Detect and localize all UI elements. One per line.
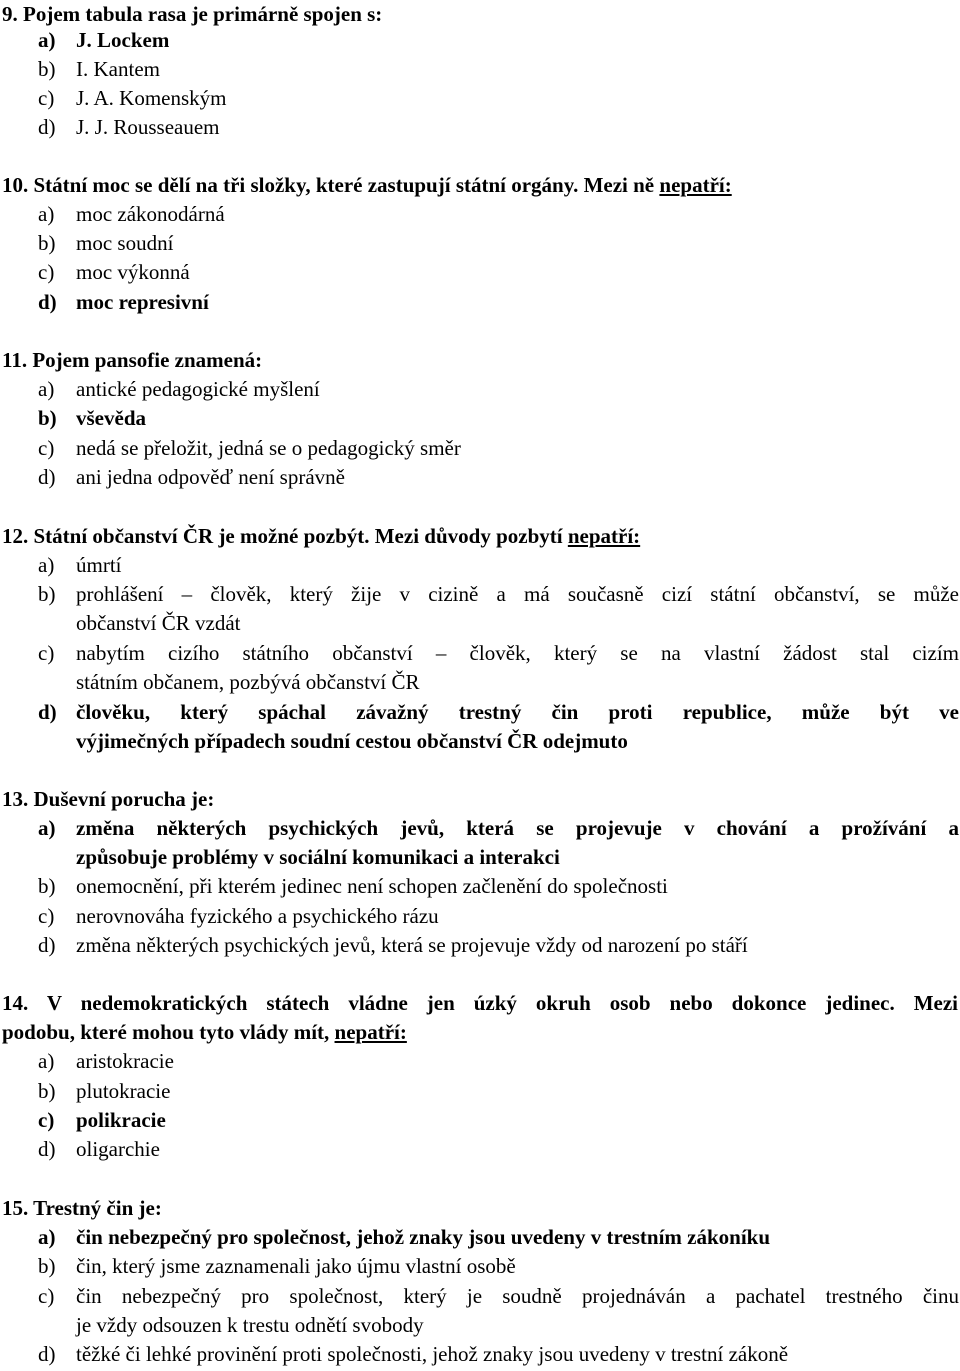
q14-option-b: b) plutokracie (38, 1079, 171, 1103)
q9-option-d: d) J. J. Rousseauem (38, 115, 220, 139)
q12-option-c: c) nabytím cizího státního občanství – člověk, který se na vlastní žádost stal cizím (38, 641, 959, 665)
q15-option-c: c) čin nebezpečný pro společnost, který je soudně projednáván a pachatel trestného činu (38, 1284, 959, 1308)
question-12-stem: 12. Státní občanství ČR je možné pozbýt. Mezi důvody pozbytí nepatří: (2, 524, 641, 548)
q9-option-a: a) J. Lockem (38, 28, 170, 52)
q10-option-a: a) moc zákonodárná (38, 202, 225, 226)
q13-option-d: d) změna některých psychických jevů, která se projevuje vždy od narození po stáří (38, 933, 748, 957)
q10-underlined: nepatří: (659, 173, 732, 197)
question-10-stem: 10. Státní moc se dělí na tři složky, které zastupují státní orgány. Mezi ně nepatří: (2, 173, 732, 197)
q13-option-a-cont: způsobuje problémy v sociální komunikaci a interakci (76, 845, 560, 869)
q11-option-a: a) antické pedagogické myšlení (38, 377, 320, 401)
q14-underlined: nepatří: (334, 1020, 407, 1044)
question-9-stem: 9. Pojem tabula rasa je primárně spojen s: (2, 2, 383, 26)
q15-option-a: a) čin nebezpečný pro společnost, jehož znaky jsou uvedeny v trestním zákoníku (38, 1225, 771, 1249)
q15-option-d: d) těžké či lehké provinění proti společnosti, jehož znaky jsou uvedeny v trestní zákoně (38, 1342, 789, 1366)
q15-option-b: b) čin, který jsme zaznamenali jako újmu vlastní osobě (38, 1254, 516, 1278)
q14-option-a: a) aristokracie (38, 1049, 174, 1073)
q10-option-b: b) moc soudní (38, 231, 174, 255)
q12-option-d: d) člověku, který spáchal závažný trestný čin proti republice, může být ve (38, 700, 959, 724)
q12-option-c-cont: státním občanem, pozbývá občanství ČR (76, 670, 420, 694)
q12-option-b-cont: občanství ČR vzdát (76, 611, 241, 635)
q11-option-b: b) vševěda (38, 406, 146, 430)
q9-option-b: b) I. Kantem (38, 57, 160, 81)
q13-option-a: a) změna některých psychických jevů, která se projevuje v chování a prožívání a (38, 816, 959, 840)
q14-option-c: c) polikracie (38, 1108, 166, 1132)
q14-option-d: d) oligarchie (38, 1137, 160, 1161)
q11-option-c: c) nedá se přeložit, jedná se o pedagogický směr (38, 436, 461, 460)
q12-option-a: a) úmrtí (38, 553, 122, 577)
question-15-stem: 15. Trestný čin je: (2, 1196, 162, 1220)
q12-underlined: nepatří: (567, 524, 641, 548)
q13-option-c: c) nerovnováha fyzického a psychického rázu (38, 904, 439, 928)
q9-option-c: c) J. A. Komenským (38, 86, 227, 110)
q12-option-b: b) prohlášení – člověk, který žije v cizině a má současně cizí státní občanství, se může (38, 582, 959, 606)
q13-option-b: b) onemocnění, při kterém jedinec není schopen začlenění do společnosti (38, 874, 668, 898)
question-11-stem: 11. Pojem pansofie znamená: (2, 348, 263, 372)
q12-option-d-cont: výjimečných případech soudní cestou občanství ČR odejmuto (76, 729, 628, 753)
question-14-stem: 14. V nedemokratických státech vládne jen úzký okruh osob nebo dokonce jedinec. Mezi (2, 991, 958, 1015)
q10-option-d: d) moc represivní (38, 290, 209, 314)
question-14-stem-cont: podobu, které mohou tyto vlády mít, nepatří: (2, 1020, 407, 1044)
q11-option-d: d) ani jedna odpověď není správně (38, 465, 345, 489)
q15-option-c-cont: je vždy odsouzen k trestu odnětí svobody (76, 1313, 424, 1337)
q10-option-c: c) moc výkonná (38, 260, 190, 284)
question-13-stem: 13. Duševní porucha je: (2, 787, 215, 811)
